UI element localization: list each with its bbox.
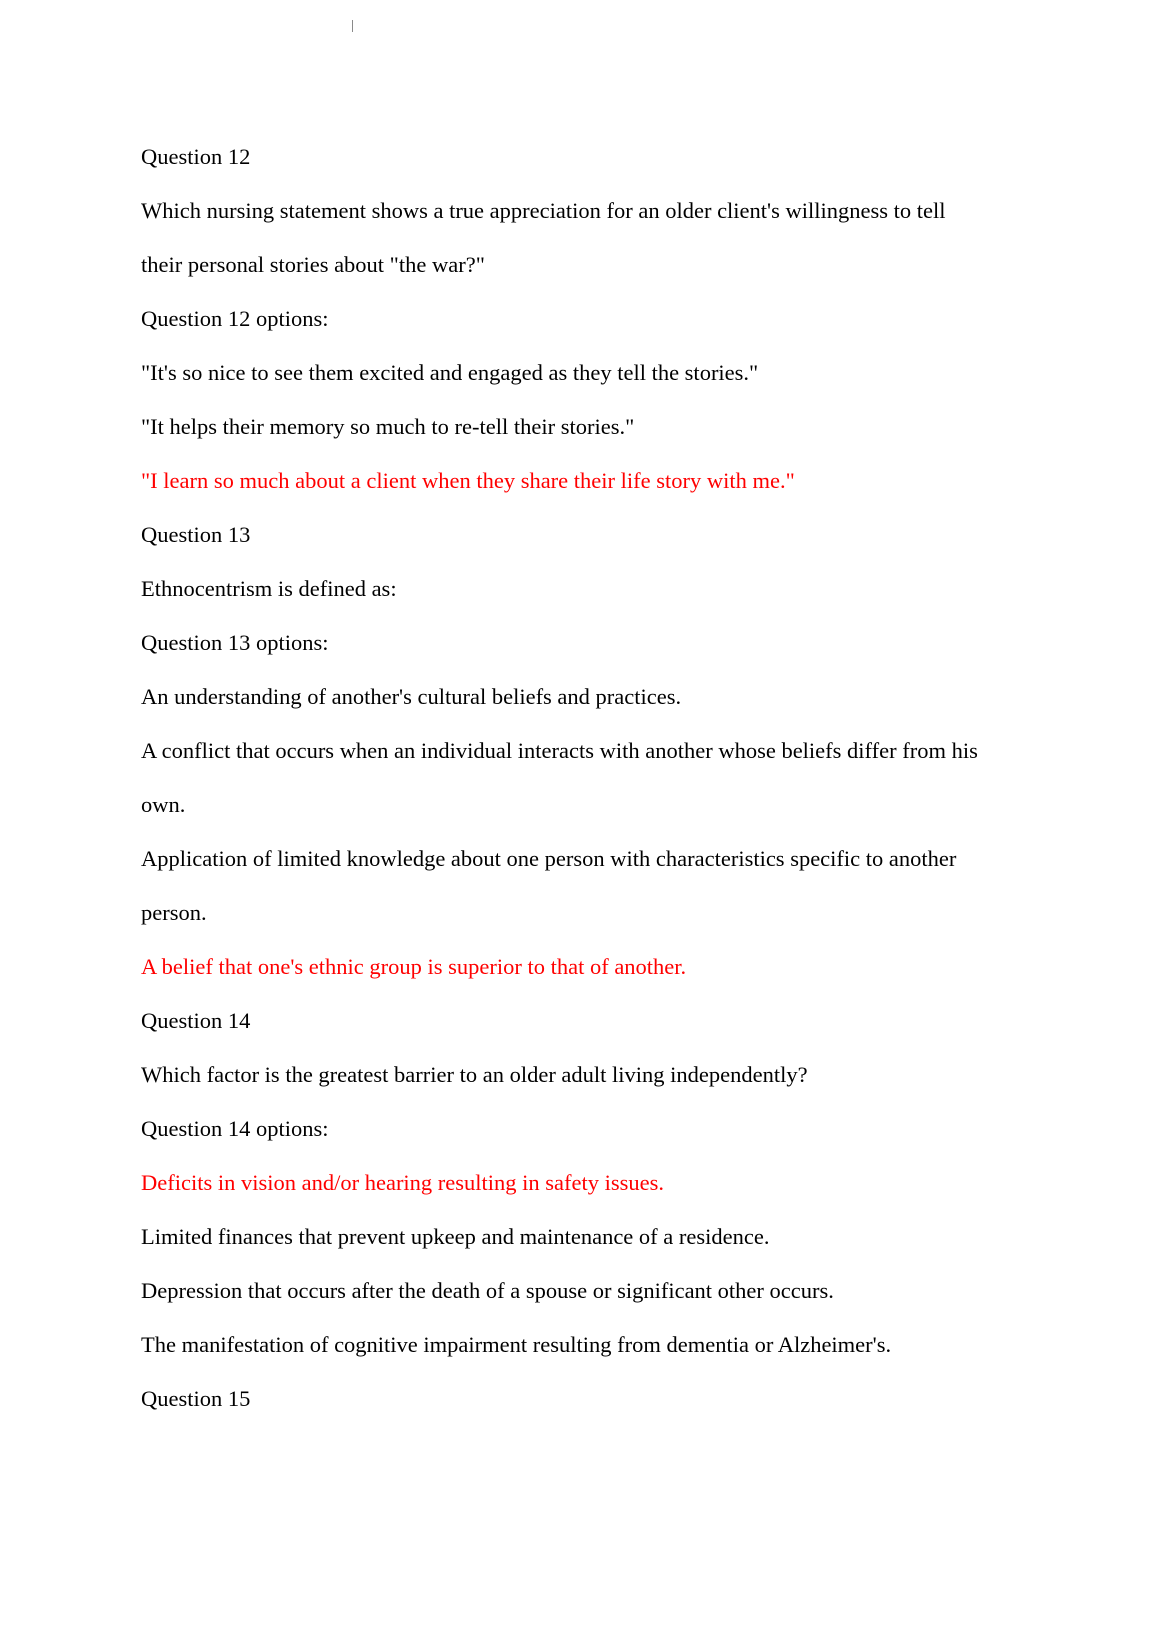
question-12-option: "It helps their memory so much to re-tell their stories." <box>141 414 635 439</box>
question-12-correct-option: "I learn so much about a client when they share their life story with me." <box>141 468 795 493</box>
document-body <box>141 130 1021 1426</box>
question-14-option: Depression that occurs after the death of a spouse or significant other occurs. <box>141 1278 834 1303</box>
question-13-option-line-2: person. <box>141 900 207 925</box>
question-13-prompt: Ethnocentrism is defined as: <box>141 576 397 601</box>
question-14-prompt: Which factor is the greatest barrier to an older adult living independently? <box>141 1062 808 1087</box>
question-12-heading: Question 12 <box>141 144 251 169</box>
question-14-option: Limited finances that prevent upkeep and maintenance of a residence. <box>141 1224 770 1249</box>
question-14-heading: Question 14 <box>141 1008 251 1033</box>
question-15-heading: Question 15 <box>141 1386 251 1411</box>
question-13-option-line-1: A conflict that occurs when an individual interacts with another whose beliefs differ from his <box>141 738 978 763</box>
question-12-options-heading: Question 12 options: <box>141 306 329 331</box>
question-12-option: "It's so nice to see them excited and engaged as they tell the stories." <box>141 360 759 385</box>
question-14-correct-option: Deficits in vision and/or hearing resulting in safety issues. <box>141 1170 665 1195</box>
question-13-options-heading: Question 13 options: <box>141 630 329 655</box>
question-12-prompt-line-1: Which nursing statement shows a true appreciation for an older client's willingness to tell <box>141 198 946 223</box>
question-13-option-line-2: own. <box>141 792 186 817</box>
question-14-options-heading: Question 14 options: <box>141 1116 329 1141</box>
text-cursor-mark <box>352 20 353 32</box>
question-14-option: The manifestation of cognitive impairment resulting from dementia or Alzheimer's. <box>141 1332 892 1357</box>
question-13-option-line-1: Application of limited knowledge about one person with characteristics specific to another <box>141 846 957 871</box>
question-13-heading: Question 13 <box>141 522 251 547</box>
question-13-correct-option: A belief that one's ethnic group is superior to that of another. <box>141 954 687 979</box>
question-13-option: An understanding of another's cultural beliefs and practices. <box>141 684 682 709</box>
question-12-prompt-line-2: their personal stories about "the war?" <box>141 252 485 277</box>
